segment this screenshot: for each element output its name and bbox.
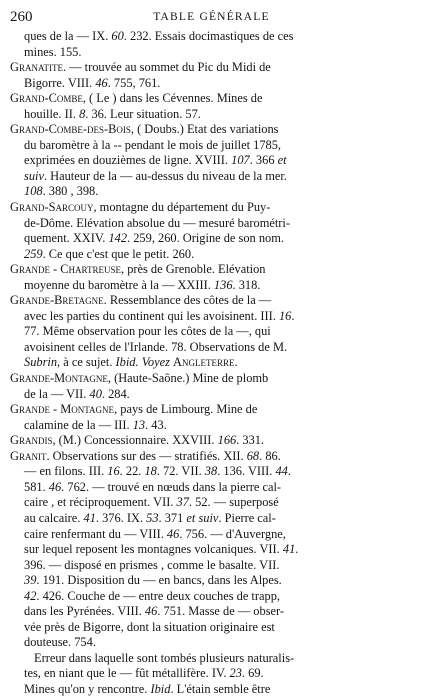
text-run: 16 (278, 308, 292, 323)
text-line (10, 122, 413, 138)
text-run: . 36. Leur situation. 57. (85, 106, 201, 121)
text-run: . (295, 542, 299, 557)
text-run: Grande-Bretagne (10, 293, 104, 308)
text-run: moyenne du baromètre à la — XXIII. (24, 277, 214, 292)
text-run: Subrin (24, 355, 58, 370)
text-run: 13 (132, 417, 146, 432)
text-run: caire renfermant du — VIII. (24, 526, 167, 541)
text-line (10, 153, 413, 169)
text-run: 60 (111, 29, 124, 43)
text-run: 46 (48, 479, 62, 494)
text-run: 108 (24, 184, 43, 199)
text-run: douteuse. 754. (24, 635, 96, 650)
text-line (10, 480, 413, 496)
text-line (10, 309, 413, 325)
text-run: avec les parties du continent qui les avoisinent. III. (24, 308, 279, 323)
text-line (10, 402, 413, 418)
text-line (10, 324, 413, 340)
text-run: . 284. (101, 386, 130, 401)
text-run: mines. 155. (24, 44, 82, 59)
text-line (10, 387, 413, 403)
text-run: . 380 , 398. (42, 184, 99, 199)
text-run: . — trouvée au sommet du Pic du Midi de (62, 60, 271, 75)
text-run: 136 (213, 277, 233, 292)
text-run: . 72. VII. (156, 464, 205, 479)
text-run: . 232. Essais docimastiques de ces (123, 29, 294, 43)
text-line (10, 200, 413, 216)
text-run: 46 (144, 604, 158, 619)
text-run: 166 (217, 433, 237, 448)
text-line (10, 511, 413, 527)
text-run: calamine de la — III. (24, 417, 133, 432)
text-run: Grand-Combe-des-Bois (10, 122, 131, 137)
text-line (10, 169, 413, 185)
text-line (10, 247, 413, 263)
text-run: sur lequel reposent les montagnes volcaniques. VII. (24, 542, 283, 557)
text-run: . Ce que c'est que le petit. 260. (42, 246, 195, 261)
running-head: TABLE GÉNÉRALE (153, 11, 270, 23)
text-run: 53 (146, 510, 159, 525)
text-run: 38 (204, 464, 218, 479)
text-line (10, 216, 413, 232)
text-line (10, 293, 413, 309)
text-run: . 426. Couche de — entre deux couches de trapp, (36, 588, 280, 603)
text-run: 46 (95, 75, 108, 90)
text-run: dans les Pyrénées. VIII. (24, 604, 145, 619)
text-run: 44 (275, 464, 288, 479)
text-run: , montagne du département du Puy- (93, 200, 271, 215)
text-line (10, 371, 413, 387)
text-run: Bigorre. VIII. (24, 75, 96, 90)
text-run: 77. Même observation pour les côtes de la —, qui (24, 324, 271, 339)
text-run: 396. — disposé en prismes , comme le basalte. VII. (24, 557, 280, 572)
text-run: , ( Doubs.) Etat des variations (130, 122, 279, 137)
text-run: vée près de Bigorre, dont la situation originaire est (24, 619, 275, 634)
text-line (10, 433, 413, 449)
text-run: . (234, 355, 238, 370)
text-line (10, 231, 413, 247)
text-run: 107 (231, 153, 250, 168)
text-run: et (277, 153, 287, 168)
text-run: du baromètre à la -- pendant le mois de juillet 1785, (24, 137, 282, 152)
text-run: . 366 (249, 153, 278, 168)
text-line (10, 464, 413, 480)
text-run: . 136. VIII. (217, 464, 276, 479)
text-run: Grand-Sarcouy (10, 200, 94, 215)
text-run: de la — VII. (24, 386, 90, 401)
text-run: . 43. (145, 417, 167, 432)
text-run: . 756. — d'Auvergne, (179, 526, 286, 541)
text-run: , à ce sujet. (57, 355, 116, 370)
text-run: 259 (24, 246, 43, 261)
text-line (10, 620, 413, 636)
text-run: , (Haute-Saône.) Mine de plomb (107, 371, 269, 386)
text-line (10, 138, 413, 154)
text-run: 42 (24, 588, 37, 603)
text-run: 39 (24, 573, 37, 588)
text-line (10, 60, 413, 76)
text-line (10, 666, 413, 682)
text-run: 18 (144, 464, 157, 479)
text-run: , (M.) Concessionnaire. XXVIII. (52, 433, 218, 448)
text-line (10, 355, 413, 371)
text-line (10, 527, 413, 543)
text-run: 46 (166, 526, 180, 541)
text-line (10, 262, 413, 278)
text-run: au calcaire. (24, 510, 84, 525)
text-run: quement. XXIV. (24, 231, 109, 246)
text-run: . L'étain semble être (170, 681, 271, 696)
text-run: Grand-Combe (10, 91, 83, 106)
text-run: . 762. — trouvé en nœuds dans la pierre cal- (61, 479, 282, 494)
text-line (10, 573, 413, 589)
text-line (10, 76, 413, 92)
text-line (10, 651, 413, 667)
text-line (10, 682, 413, 698)
text-run: de-Dôme. Elévation absolue du — mesuré barométri- (24, 215, 290, 230)
text-run: . 371 (158, 510, 187, 525)
text-run: . Hauteur de la — au-dessus du niveau de la mer. (43, 168, 287, 183)
text-run: . 755, 761. (107, 75, 161, 90)
text-run: . Observations sur des — stratifiés. XII. (46, 448, 247, 463)
text-run: Grande - Montagne (10, 402, 115, 417)
text-run: . 69. (241, 666, 264, 681)
text-line (10, 184, 413, 200)
text-run: . 318. (232, 277, 261, 292)
text-run: . (291, 308, 295, 323)
text-line (10, 604, 413, 620)
text-line (10, 418, 413, 434)
text-run: Angleterre (173, 355, 235, 370)
text-run: . 751. Masse de — obser- (157, 604, 285, 619)
text-run: 68 (246, 448, 260, 463)
text-line (10, 340, 413, 356)
text-run: 142 (108, 231, 128, 246)
text-line (10, 91, 413, 107)
text-run: houille. II. (24, 106, 80, 121)
text-line (10, 558, 413, 574)
text-run: . 331. (236, 433, 265, 448)
text-line (10, 589, 413, 605)
text-run: Granit (10, 448, 47, 463)
text-line (10, 107, 413, 123)
text-run: , près de Grenoble. Elévation (121, 262, 266, 277)
page-number: 260 (10, 9, 33, 25)
text-run: . 52. — superposé (188, 495, 279, 510)
text-line (10, 542, 413, 558)
text-run: 581. (24, 479, 49, 494)
text-run: , pays de Limbourg. Mine de (114, 402, 258, 417)
text-run: 37 (176, 495, 189, 510)
text-line (10, 449, 413, 465)
text-run: . Ressemblance des côtes de la — (103, 293, 272, 308)
text-run: tes, en niant que le — fût métallifère. IV. (24, 666, 230, 681)
text-run: ques de la — IX. (24, 29, 112, 43)
text-run: 40 (89, 386, 102, 401)
text-run: avoisinent celles de l'Irlande. 78. Observations de M. (24, 339, 288, 354)
text-run: Grandis (10, 433, 53, 448)
text-run: — en filons. III. (24, 464, 108, 479)
text-line (10, 635, 413, 651)
text-run: . (287, 464, 291, 479)
text-run: 41 (83, 510, 96, 525)
page-header (10, 9, 413, 29)
text-line (10, 495, 413, 511)
index-text (10, 29, 413, 698)
text-run: suiv (24, 168, 44, 183)
text-run: , ( Le ) dans les Cévennes. Mines de (82, 91, 263, 106)
text-run: Ibid. Voyez (115, 355, 170, 370)
text-run: Erreur dans laquelle sont tombés plusieurs naturalis- (34, 650, 295, 665)
text-run: et suiv (186, 510, 219, 525)
text-run: . 22. (119, 464, 145, 479)
text-run: 41 (282, 542, 296, 557)
text-run: . Pierre cal- (218, 510, 276, 525)
text-run: Grande-Montagne (10, 371, 108, 386)
text-run: Ibid (150, 681, 171, 696)
text-run: . 259, 260. Origine de son nom. (127, 231, 284, 246)
text-run: 23 (229, 666, 242, 681)
text-run: 16 (107, 464, 120, 479)
text-run: . 376. IX. (95, 510, 147, 525)
text-line (10, 29, 413, 45)
text-run: 8 (79, 106, 86, 121)
text-run: Grande - Chartreuse (10, 262, 121, 277)
text-run: Mines qu'on y rencontre. (24, 681, 151, 696)
text-run: caire , et réciproquement. VII. (24, 495, 177, 510)
text-run: exprimées en douzièmes de ligne. XVIII. (24, 153, 232, 168)
text-line (10, 45, 413, 61)
text-line (10, 278, 413, 294)
text-run: . 86. (259, 448, 281, 463)
text-run: Granatite (10, 60, 63, 75)
text-run: . 191. Disposition du — en bancs, dans les Alpes. (36, 573, 282, 588)
